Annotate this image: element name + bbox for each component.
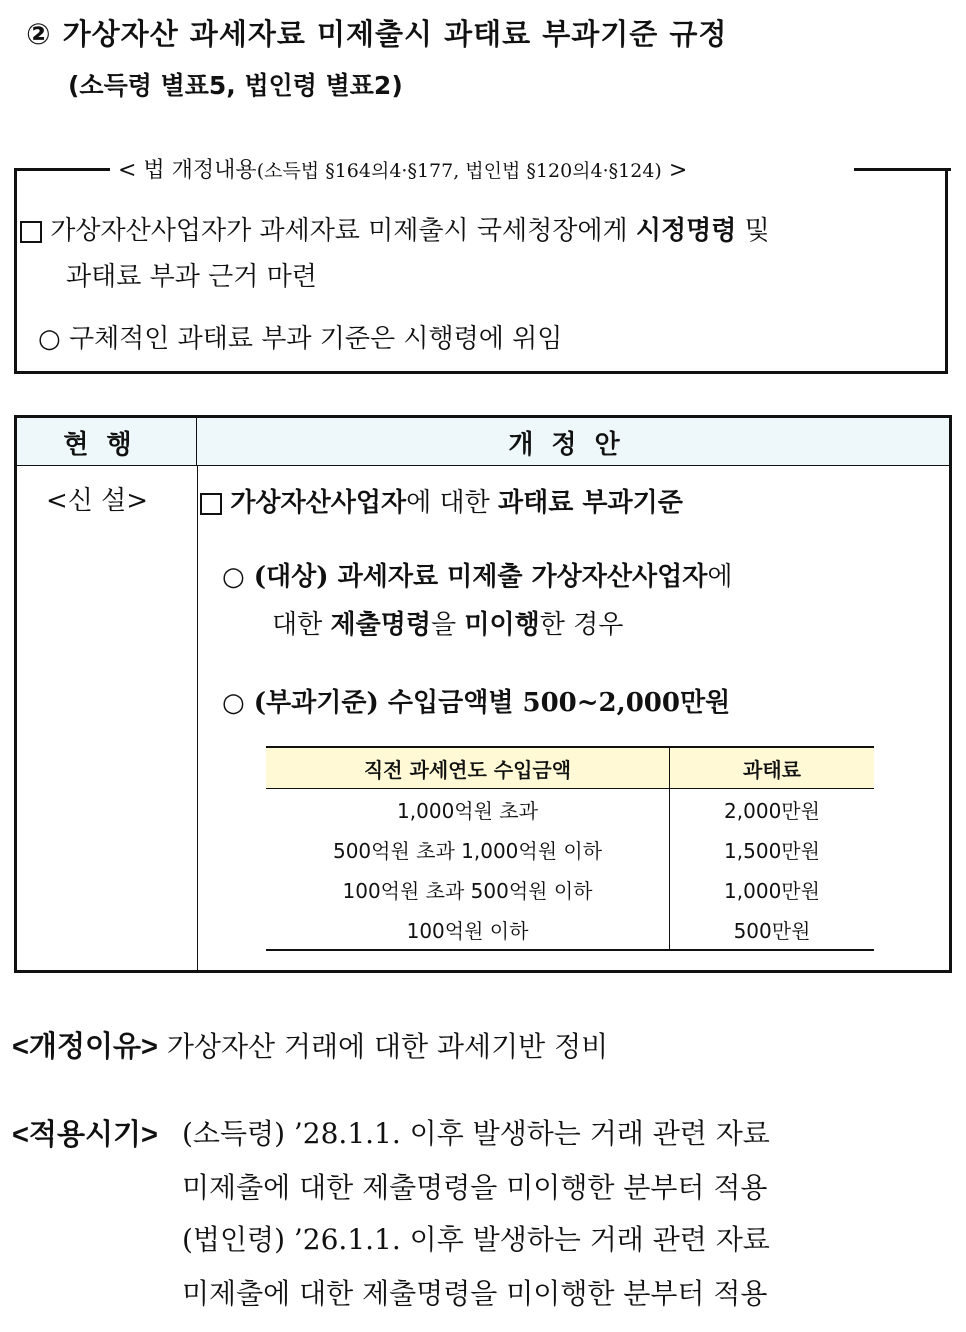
proposed-item-criteria-a: (부과기준) 수입금액별 500~2,000 [244, 688, 680, 718]
reason-label: <개정이유> [12, 1031, 158, 1063]
checkbox-square-icon [200, 493, 222, 515]
bullet-circle-icon: ○ [222, 688, 245, 718]
revenue-cell: 100억원 이하 [266, 909, 670, 950]
revenue-cell: 500억원 초과 1,000억원 이하 [332, 838, 603, 863]
law-item-2: ○ 구체적인 과태료 부과 기준은 시행령에 위임 [38, 324, 563, 354]
law-item-1 [20, 210, 770, 247]
checkbox-square-icon [20, 221, 42, 243]
line2-d: 미이행 [464, 610, 540, 640]
proposed-title-b: 에 대한 [406, 488, 498, 518]
header-current-cell [17, 418, 197, 466]
reason-line [12, 1024, 608, 1065]
proposed-item-criteria-b: 만원 [679, 688, 731, 718]
fine-col-revenue: 직전 과세연도 수입금액 [266, 747, 670, 789]
line2-c: 을 [430, 610, 465, 640]
legend-reference: (소득법 §164의4·§177, 법인법 §120의4·§124) [256, 160, 662, 182]
reason-text: 가상자산 거래에 대한 과세기반 정비 [166, 1030, 609, 1063]
revenue-cell: 1,000억원 초과 [397, 798, 538, 823]
penalty-cell: 2,000만원 [670, 789, 875, 830]
header-current: 현행 [63, 430, 150, 460]
proposed-title-c: 과태료 부과기준 [497, 488, 683, 518]
proposed-item-target-b: 에 [707, 562, 733, 592]
penalty-cell: 1,000만원 [670, 869, 875, 909]
law-item-1-text-b: 시정명령 [635, 216, 737, 246]
law-item-1-line2: 과태료 부과 근거 마련 [66, 262, 317, 292]
column-divider [197, 466, 198, 970]
application-line-4: 미제출에 대한 제출명령을 미이행한 분부터 적용 [182, 1277, 768, 1310]
fine-col-penalty: 과태료 [670, 747, 875, 789]
proposed-item-target-line2 [272, 604, 623, 641]
line2-a: 대한 [272, 610, 331, 640]
current-new-label: <신 설> [46, 486, 149, 516]
law-box-top-border-right [854, 168, 951, 171]
fine-table [266, 746, 874, 951]
line2-b: 제출명령 [330, 610, 431, 640]
header-proposed-cell [197, 418, 949, 466]
legend-main: < 법 개정내용 [118, 158, 257, 183]
application-label: <적용시기> [12, 1119, 158, 1151]
application-line-1: (소득령) ’28.1.1. 이후 발생하는 거래 관련 자료 [182, 1117, 770, 1150]
penalty-cell: 1,500만원 [670, 829, 875, 869]
proposed-item-criteria [222, 682, 730, 719]
fine-table-header-row [266, 747, 874, 789]
legend-close: > [661, 158, 688, 183]
law-item-1-text-c: 및 [736, 216, 770, 246]
table-row [266, 869, 874, 909]
section-subtitle: (소득령 별표5, 법인령 별표2) [68, 71, 403, 100]
law-item-1-text-a: 가상자산사업자가 과세자료 미제출시 국세청장에게 [50, 216, 636, 246]
table-row [266, 909, 874, 950]
application-line-3: (법인령) ’26.1.1. 이후 발생하는 거래 관련 자료 [182, 1223, 770, 1256]
revenue-cell: 100억원 초과 500억원 이하 [342, 878, 593, 903]
proposed-title [200, 482, 683, 519]
section-title: ② 가상자산 과세자료 미제출시 과태료 부과기준 규정 [26, 17, 728, 51]
proposed-title-a: 가상자산사업자 [230, 488, 407, 518]
proposed-item-target [222, 556, 732, 593]
line2-e: 한 경우 [539, 610, 624, 640]
law-box-legend [118, 153, 687, 184]
bullet-circle-icon: ○ [222, 562, 245, 592]
table-row [266, 829, 874, 869]
header-proposed: 개정안 [508, 430, 638, 460]
penalty-cell: 500만원 [670, 909, 875, 950]
law-box-top-border-left [14, 168, 110, 171]
table-row [266, 789, 874, 830]
proposed-item-target-a: (대상) 과세자료 미제출 가상자산사업자 [244, 562, 708, 592]
application-line-2: 미제출에 대한 제출명령을 미이행한 분부터 적용 [182, 1171, 768, 1204]
